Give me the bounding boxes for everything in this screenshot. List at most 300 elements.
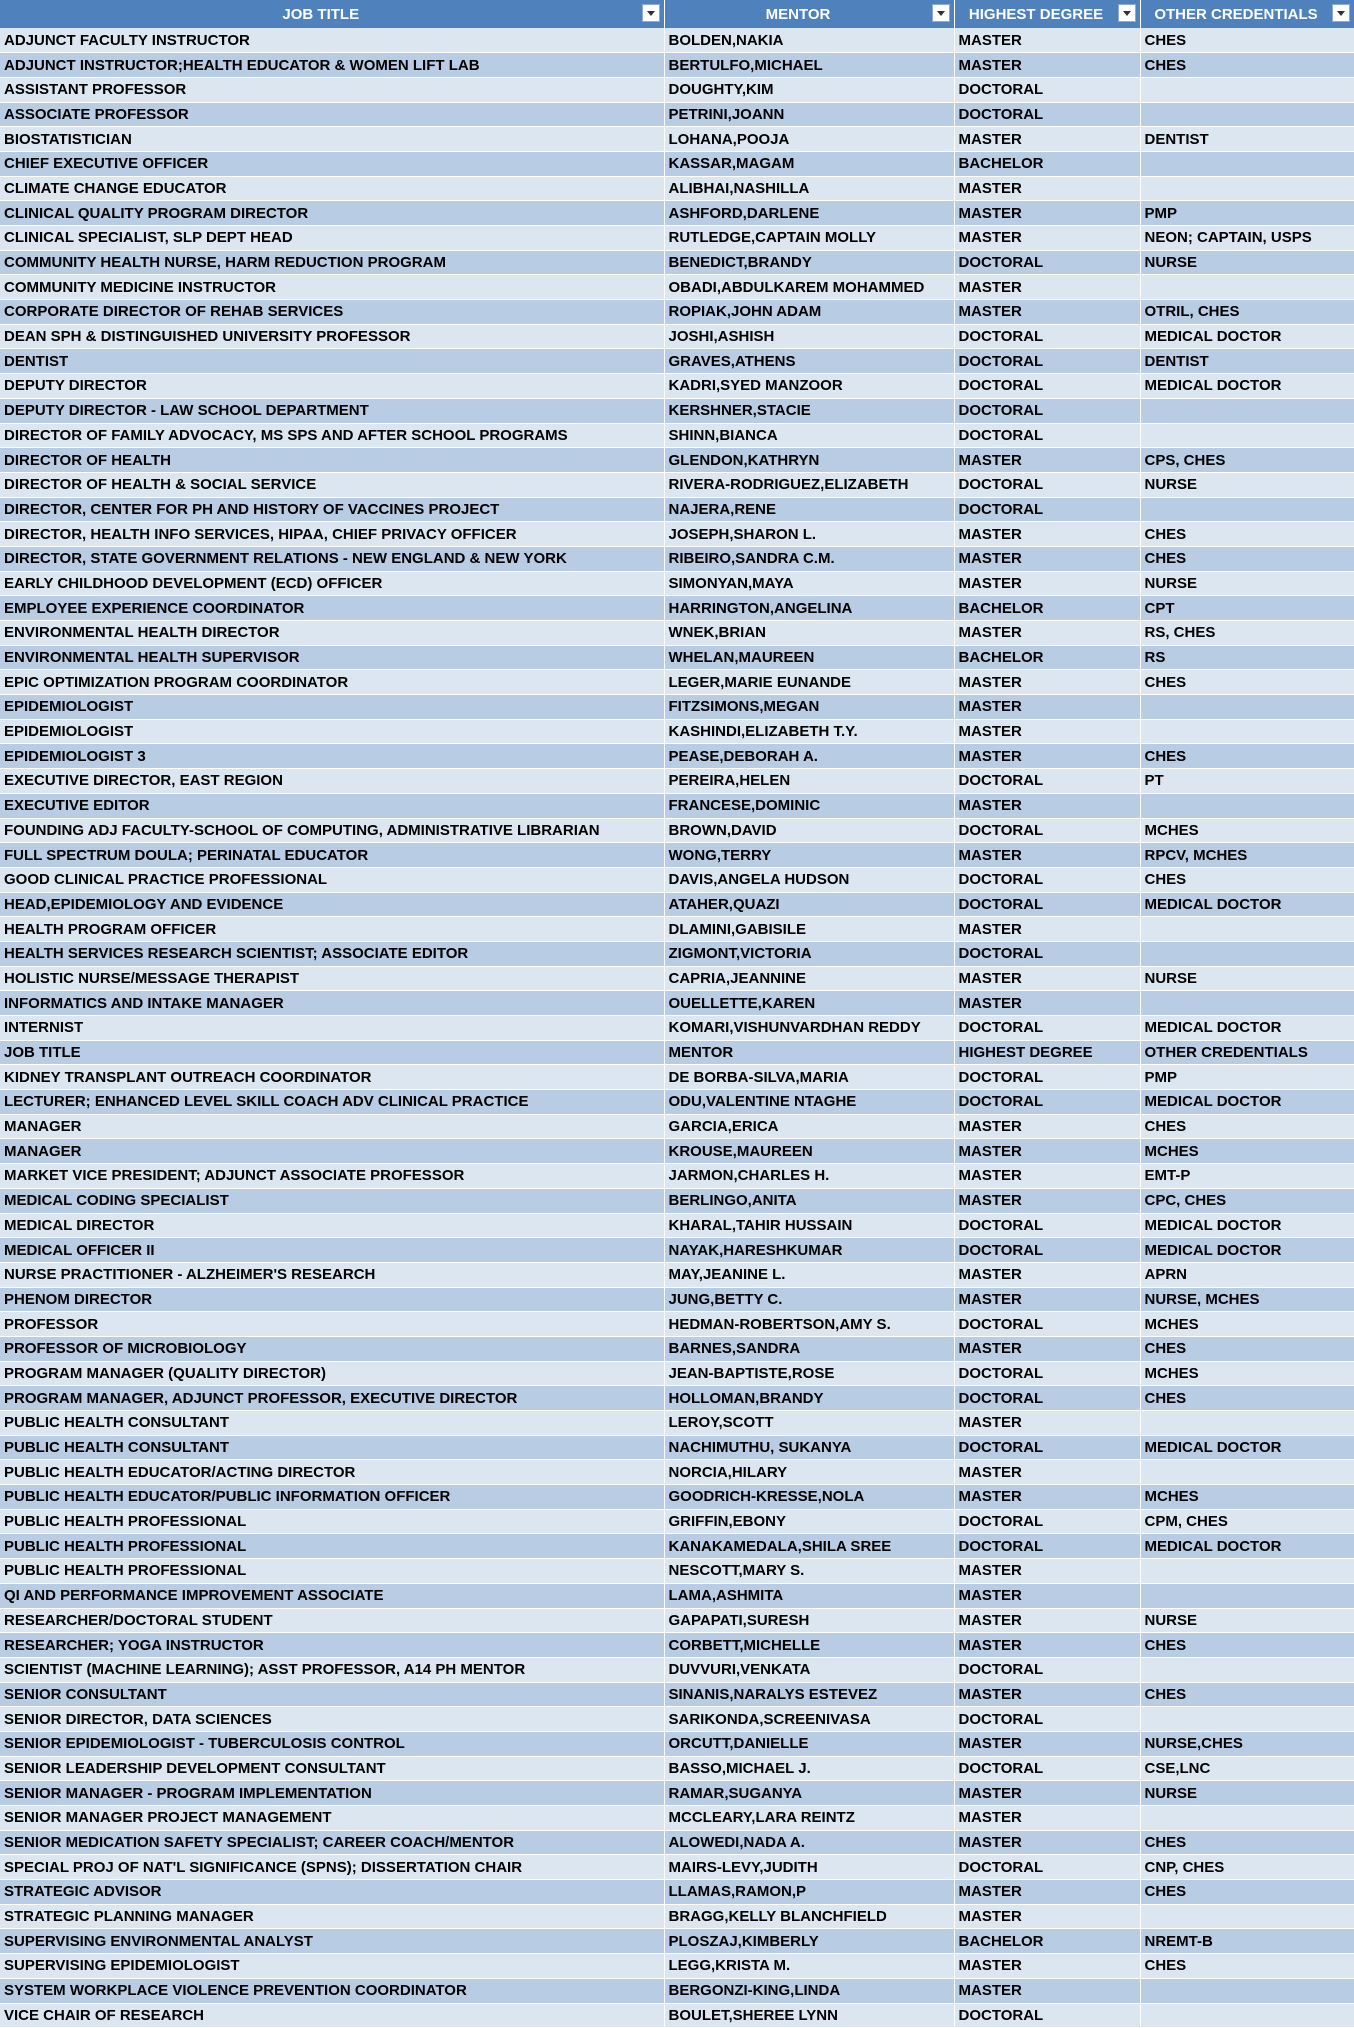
cell-other-credentials[interactable]: MEDICAL DOCTOR (1140, 1090, 1354, 1115)
cell-mentor[interactable]: ROPIAK,JOHN ADAM (664, 300, 954, 325)
cell-job-title[interactable]: SENIOR CONSULTANT (0, 1682, 664, 1707)
cell-job-title[interactable]: ENVIRONMENTAL HEALTH DIRECTOR (0, 621, 664, 646)
cell-highest-degree[interactable]: MASTER (954, 1954, 1140, 1979)
cell-job-title[interactable]: BIOSTATISTICIAN (0, 127, 664, 152)
cell-highest-degree[interactable]: MASTER (954, 571, 1140, 596)
cell-highest-degree[interactable]: MASTER (954, 1559, 1140, 1584)
cell-mentor[interactable]: LOHANA,POOJA (664, 127, 954, 152)
cell-mentor[interactable]: RIVERA-RODRIGUEZ,ELIZABETH (664, 472, 954, 497)
cell-mentor[interactable]: KASHINDI,ELIZABETH T.Y. (664, 719, 954, 744)
cell-mentor[interactable]: KROUSE,MAUREEN (664, 1139, 954, 1164)
cell-other-credentials[interactable]: CHES (1140, 1633, 1354, 1658)
filter-dropdown-button[interactable] (932, 4, 950, 22)
cell-job-title[interactable]: LECTURER; ENHANCED LEVEL SKILL COACH ADV CLINICAL PRACTICE (0, 1090, 664, 1115)
cell-highest-degree[interactable]: BACHELOR (954, 151, 1140, 176)
cell-highest-degree[interactable]: MASTER (954, 991, 1140, 1016)
cell-job-title[interactable]: PROFESSOR OF MICROBIOLOGY (0, 1336, 664, 1361)
cell-job-title[interactable]: EMPLOYEE EXPERIENCE COORDINATOR (0, 596, 664, 621)
cell-other-credentials[interactable]: MEDICAL DOCTOR (1140, 1238, 1354, 1263)
cell-highest-degree[interactable]: MASTER (954, 1583, 1140, 1608)
cell-highest-degree[interactable]: MASTER (954, 28, 1140, 53)
cell-mentor[interactable]: MAY,JEANINE L. (664, 1262, 954, 1287)
cell-highest-degree[interactable]: DOCTORAL (954, 1213, 1140, 1238)
cell-job-title[interactable]: RESEARCHER/DOCTORAL STUDENT (0, 1608, 664, 1633)
cell-job-title[interactable]: DEPUTY DIRECTOR (0, 374, 664, 399)
cell-other-credentials[interactable] (1140, 398, 1354, 423)
cell-highest-degree[interactable]: MASTER (954, 127, 1140, 152)
cell-job-title[interactable]: PROFESSOR (0, 1312, 664, 1337)
cell-other-credentials[interactable]: RS, CHES (1140, 621, 1354, 646)
cell-other-credentials[interactable]: MCHES (1140, 1361, 1354, 1386)
cell-job-title[interactable]: SUPERVISING ENVIRONMENTAL ANALYST (0, 1929, 664, 1954)
cell-other-credentials[interactable]: MEDICAL DOCTOR (1140, 324, 1354, 349)
cell-mentor[interactable]: BERTULFO,MICHAEL (664, 53, 954, 78)
cell-highest-degree[interactable]: BACHELOR (954, 596, 1140, 621)
cell-mentor[interactable]: KANAKAMEDALA,SHILA SREE (664, 1534, 954, 1559)
cell-highest-degree[interactable]: DOCTORAL (954, 1312, 1140, 1337)
filter-dropdown-button[interactable] (1118, 4, 1136, 22)
cell-job-title[interactable]: HEALTH PROGRAM OFFICER (0, 917, 664, 942)
cell-other-credentials[interactable]: NURSE (1140, 1781, 1354, 1806)
cell-highest-degree[interactable]: MASTER (954, 621, 1140, 646)
cell-mentor[interactable]: BERGONZI-KING,LINDA (664, 1978, 954, 2003)
cell-highest-degree[interactable]: DOCTORAL (954, 497, 1140, 522)
cell-mentor[interactable]: PETRINI,JOANN (664, 102, 954, 127)
cell-highest-degree[interactable]: DOCTORAL (954, 374, 1140, 399)
cell-job-title[interactable]: PUBLIC HEALTH PROFESSIONAL (0, 1509, 664, 1534)
cell-other-credentials[interactable] (1140, 719, 1354, 744)
cell-mentor[interactable]: ATAHER,QUAZI (664, 892, 954, 917)
cell-highest-degree[interactable]: MASTER (954, 917, 1140, 942)
cell-job-title[interactable]: SYSTEM WORKPLACE VIOLENCE PREVENTION COORDINATOR (0, 1978, 664, 2003)
cell-mentor[interactable]: DAVIS,ANGELA HUDSON (664, 867, 954, 892)
cell-other-credentials[interactable]: PT (1140, 769, 1354, 794)
cell-other-credentials[interactable]: CHES (1140, 546, 1354, 571)
cell-job-title[interactable]: FULL SPECTRUM DOULA; PERINATAL EDUCATOR (0, 843, 664, 868)
cell-mentor[interactable]: CORBETT,MICHELLE (664, 1633, 954, 1658)
cell-other-credentials[interactable]: OTHER CREDENTIALS (1140, 1040, 1354, 1065)
cell-job-title[interactable]: MANAGER (0, 1139, 664, 1164)
cell-mentor[interactable]: ORCUTT,DANIELLE (664, 1731, 954, 1756)
cell-highest-degree[interactable]: DOCTORAL (954, 1756, 1140, 1781)
cell-other-credentials[interactable]: DENTIST (1140, 349, 1354, 374)
cell-job-title[interactable]: SENIOR DIRECTOR, DATA SCIENCES (0, 1707, 664, 1732)
cell-job-title[interactable]: DENTIST (0, 349, 664, 374)
cell-mentor[interactable]: PEASE,DEBORAH A. (664, 744, 954, 769)
cell-job-title[interactable]: CLINICAL QUALITY PROGRAM DIRECTOR (0, 201, 664, 226)
cell-mentor[interactable]: HEDMAN-ROBERTSON,AMY S. (664, 1312, 954, 1337)
cell-highest-degree[interactable]: DOCTORAL (954, 867, 1140, 892)
cell-highest-degree[interactable]: DOCTORAL (954, 892, 1140, 917)
cell-other-credentials[interactable] (1140, 1978, 1354, 2003)
cell-other-credentials[interactable]: NURSE (1140, 250, 1354, 275)
cell-other-credentials[interactable] (1140, 917, 1354, 942)
cell-highest-degree[interactable]: MASTER (954, 176, 1140, 201)
cell-job-title[interactable]: GOOD CLINICAL PRACTICE PROFESSIONAL (0, 867, 664, 892)
cell-highest-degree[interactable]: MASTER (954, 1806, 1140, 1831)
cell-mentor[interactable]: BASSO,MICHAEL J. (664, 1756, 954, 1781)
cell-mentor[interactable]: NESCOTT,MARY S. (664, 1559, 954, 1584)
cell-mentor[interactable]: KOMARI,VISHUNVARDHAN REDDY (664, 1016, 954, 1041)
cell-highest-degree[interactable]: DOCTORAL (954, 941, 1140, 966)
cell-highest-degree[interactable]: MASTER (954, 275, 1140, 300)
cell-highest-degree[interactable]: BACHELOR (954, 1929, 1140, 1954)
cell-other-credentials[interactable]: CHES (1140, 744, 1354, 769)
cell-highest-degree[interactable]: DOCTORAL (954, 1065, 1140, 1090)
cell-job-title[interactable]: MANAGER (0, 1114, 664, 1139)
cell-job-title[interactable]: COMMUNITY HEALTH NURSE, HARM REDUCTION PROGRAM (0, 250, 664, 275)
cell-mentor[interactable]: PEREIRA,HELEN (664, 769, 954, 794)
cell-other-credentials[interactable]: CPM, CHES (1140, 1509, 1354, 1534)
cell-highest-degree[interactable]: DOCTORAL (954, 1238, 1140, 1263)
cell-job-title[interactable]: MEDICAL DIRECTOR (0, 1213, 664, 1238)
cell-highest-degree[interactable]: DOCTORAL (954, 769, 1140, 794)
cell-other-credentials[interactable]: NEON; CAPTAIN, USPS (1140, 226, 1354, 251)
cell-job-title[interactable]: STRATEGIC ADVISOR (0, 1880, 664, 1905)
cell-mentor[interactable]: ALIBHAI,NASHILLA (664, 176, 954, 201)
cell-job-title[interactable]: DIRECTOR OF FAMILY ADVOCACY, MS SPS AND AFTER SCHOOL PROGRAMS (0, 423, 664, 448)
cell-job-title[interactable]: SENIOR MANAGER - PROGRAM IMPLEMENTATION (0, 1781, 664, 1806)
cell-mentor[interactable]: LEGG,KRISTA M. (664, 1954, 954, 1979)
cell-job-title[interactable]: NURSE PRACTITIONER - ALZHEIMER'S RESEARCH (0, 1262, 664, 1287)
cell-job-title[interactable]: PUBLIC HEALTH PROFESSIONAL (0, 1534, 664, 1559)
cell-other-credentials[interactable]: CHES (1140, 1386, 1354, 1411)
cell-mentor[interactable]: BERLINGO,ANITA (664, 1188, 954, 1213)
cell-highest-degree[interactable]: MASTER (954, 53, 1140, 78)
cell-other-credentials[interactable]: OTRIL, CHES (1140, 300, 1354, 325)
cell-mentor[interactable]: SIMONYAN,MAYA (664, 571, 954, 596)
cell-other-credentials[interactable]: MEDICAL DOCTOR (1140, 374, 1354, 399)
cell-highest-degree[interactable]: BACHELOR (954, 645, 1140, 670)
cell-highest-degree[interactable]: MASTER (954, 448, 1140, 473)
cell-other-credentials[interactable]: DENTIST (1140, 127, 1354, 152)
cell-highest-degree[interactable]: MASTER (954, 1114, 1140, 1139)
cell-job-title[interactable]: SUPERVISING EPIDEMIOLOGIST (0, 1954, 664, 1979)
cell-job-title[interactable]: EPIDEMIOLOGIST 3 (0, 744, 664, 769)
column-header-other-credentials[interactable] (1140, 0, 1354, 28)
cell-highest-degree[interactable]: DOCTORAL (954, 398, 1140, 423)
cell-highest-degree[interactable]: MASTER (954, 695, 1140, 720)
cell-other-credentials[interactable]: CHES (1140, 1954, 1354, 1979)
cell-job-title[interactable]: EXECUTIVE DIRECTOR, EAST REGION (0, 769, 664, 794)
cell-mentor[interactable]: WHELAN,MAUREEN (664, 645, 954, 670)
cell-other-credentials[interactable]: MCHES (1140, 818, 1354, 843)
cell-other-credentials[interactable]: APRN (1140, 1262, 1354, 1287)
cell-other-credentials[interactable]: NURSE (1140, 472, 1354, 497)
cell-highest-degree[interactable]: DOCTORAL (954, 423, 1140, 448)
cell-job-title[interactable]: ADJUNCT FACULTY INSTRUCTOR (0, 28, 664, 53)
cell-mentor[interactable]: GAPAPATI,SURESH (664, 1608, 954, 1633)
cell-mentor[interactable]: KERSHNER,STACIE (664, 398, 954, 423)
cell-highest-degree[interactable]: MASTER (954, 1978, 1140, 2003)
cell-job-title[interactable]: JOB TITLE (0, 1040, 664, 1065)
cell-mentor[interactable]: BENEDICT,BRANDY (664, 250, 954, 275)
cell-other-credentials[interactable]: NURSE, MCHES (1140, 1287, 1354, 1312)
cell-other-credentials[interactable] (1140, 1904, 1354, 1929)
cell-highest-degree[interactable]: MASTER (954, 793, 1140, 818)
cell-other-credentials[interactable]: MEDICAL DOCTOR (1140, 1534, 1354, 1559)
cell-highest-degree[interactable]: DOCTORAL (954, 2003, 1140, 2028)
cell-job-title[interactable]: DIRECTOR OF HEALTH (0, 448, 664, 473)
cell-highest-degree[interactable]: MASTER (954, 1830, 1140, 1855)
cell-highest-degree[interactable]: DOCTORAL (954, 472, 1140, 497)
cell-highest-degree[interactable]: MASTER (954, 522, 1140, 547)
cell-job-title[interactable]: SCIENTIST (MACHINE LEARNING); ASST PROFESSOR, A14 PH MENTOR (0, 1657, 664, 1682)
cell-other-credentials[interactable]: CHES (1140, 1114, 1354, 1139)
cell-highest-degree[interactable]: MASTER (954, 1336, 1140, 1361)
cell-highest-degree[interactable]: MASTER (954, 719, 1140, 744)
cell-highest-degree[interactable]: HIGHEST DEGREE (954, 1040, 1140, 1065)
cell-job-title[interactable]: PUBLIC HEALTH EDUCATOR/ACTING DIRECTOR (0, 1460, 664, 1485)
cell-other-credentials[interactable]: PMP (1140, 201, 1354, 226)
cell-other-credentials[interactable]: PMP (1140, 1065, 1354, 1090)
cell-other-credentials[interactable] (1140, 1657, 1354, 1682)
cell-other-credentials[interactable]: MEDICAL DOCTOR (1140, 1213, 1354, 1238)
cell-mentor[interactable]: ASHFORD,DARLENE (664, 201, 954, 226)
cell-highest-degree[interactable]: MASTER (954, 1608, 1140, 1633)
cell-other-credentials[interactable]: MCHES (1140, 1485, 1354, 1510)
cell-mentor[interactable]: LEROY,SCOTT (664, 1411, 954, 1436)
filter-dropdown-button[interactable] (1332, 4, 1350, 22)
cell-highest-degree[interactable]: MASTER (954, 201, 1140, 226)
cell-mentor[interactable]: KADRI,SYED MANZOOR (664, 374, 954, 399)
cell-highest-degree[interactable]: MASTER (954, 670, 1140, 695)
column-header-job-title[interactable] (0, 0, 664, 28)
cell-highest-degree[interactable]: MASTER (954, 1731, 1140, 1756)
cell-job-title[interactable]: DIRECTOR, CENTER FOR PH AND HISTORY OF VACCINES PROJECT (0, 497, 664, 522)
cell-other-credentials[interactable]: MEDICAL DOCTOR (1140, 1435, 1354, 1460)
cell-highest-degree[interactable]: MASTER (954, 1139, 1140, 1164)
cell-job-title[interactable]: SENIOR LEADERSHIP DEVELOPMENT CONSULTANT (0, 1756, 664, 1781)
cell-mentor[interactable]: OUELLETTE,KAREN (664, 991, 954, 1016)
cell-mentor[interactable]: CAPRIA,JEANNINE (664, 966, 954, 991)
cell-mentor[interactable]: JEAN-BAPTISTE,ROSE (664, 1361, 954, 1386)
cell-mentor[interactable]: OBADI,ABDULKAREM MOHAMMED (664, 275, 954, 300)
cell-other-credentials[interactable]: NURSE (1140, 966, 1354, 991)
cell-other-credentials[interactable] (1140, 1806, 1354, 1831)
cell-mentor[interactable]: MENTOR (664, 1040, 954, 1065)
cell-highest-degree[interactable]: DOCTORAL (954, 1435, 1140, 1460)
cell-highest-degree[interactable]: MASTER (954, 300, 1140, 325)
cell-other-credentials[interactable]: CHES (1140, 867, 1354, 892)
cell-other-credentials[interactable]: NURSE (1140, 1608, 1354, 1633)
cell-mentor[interactable]: RUTLEDGE,CAPTAIN MOLLY (664, 226, 954, 251)
cell-highest-degree[interactable]: MASTER (954, 843, 1140, 868)
cell-other-credentials[interactable]: CSE,LNC (1140, 1756, 1354, 1781)
cell-mentor[interactable]: BRAGG,KELLY BLANCHFIELD (664, 1904, 954, 1929)
cell-mentor[interactable]: PLOSZAJ,KIMBERLY (664, 1929, 954, 1954)
cell-highest-degree[interactable]: MASTER (954, 1411, 1140, 1436)
column-header-mentor[interactable] (664, 0, 954, 28)
cell-mentor[interactable]: DE BORBA-SILVA,MARIA (664, 1065, 954, 1090)
cell-mentor[interactable]: HARRINGTON,ANGELINA (664, 596, 954, 621)
cell-job-title[interactable]: MEDICAL OFFICER II (0, 1238, 664, 1263)
cell-other-credentials[interactable] (1140, 941, 1354, 966)
cell-other-credentials[interactable]: NURSE,CHES (1140, 1731, 1354, 1756)
cell-other-credentials[interactable] (1140, 102, 1354, 127)
cell-mentor[interactable]: NORCIA,HILARY (664, 1460, 954, 1485)
cell-job-title[interactable]: ASSISTANT PROFESSOR (0, 77, 664, 102)
cell-mentor[interactable]: BROWN,DAVID (664, 818, 954, 843)
cell-other-credentials[interactable] (1140, 1707, 1354, 1732)
cell-other-credentials[interactable] (1140, 151, 1354, 176)
cell-job-title[interactable]: HOLISTIC NURSE/MESSAGE THERAPIST (0, 966, 664, 991)
cell-job-title[interactable]: CORPORATE DIRECTOR OF REHAB SERVICES (0, 300, 664, 325)
cell-highest-degree[interactable]: MASTER (954, 1781, 1140, 1806)
cell-highest-degree[interactable]: MASTER (954, 1287, 1140, 1312)
cell-other-credentials[interactable]: CNP, CHES (1140, 1855, 1354, 1880)
cell-job-title[interactable]: HEAD,EPIDEMIOLOGY AND EVIDENCE (0, 892, 664, 917)
cell-other-credentials[interactable] (1140, 176, 1354, 201)
cell-other-credentials[interactable]: CHES (1140, 1830, 1354, 1855)
column-header-highest-degree[interactable] (954, 0, 1140, 28)
cell-other-credentials[interactable]: CPC, CHES (1140, 1188, 1354, 1213)
cell-mentor[interactable]: ZIGMONT,VICTORIA (664, 941, 954, 966)
cell-highest-degree[interactable]: MASTER (954, 1188, 1140, 1213)
cell-mentor[interactable]: JARMON,CHARLES H. (664, 1164, 954, 1189)
cell-highest-degree[interactable]: MASTER (954, 744, 1140, 769)
cell-job-title[interactable]: SENIOR MANAGER PROJECT MANAGEMENT (0, 1806, 664, 1831)
cell-highest-degree[interactable]: DOCTORAL (954, 818, 1140, 843)
cell-job-title[interactable]: DIRECTOR, STATE GOVERNMENT RELATIONS - NEW ENGLAND & NEW YORK (0, 546, 664, 571)
cell-mentor[interactable]: MAIRS-LEVY,JUDITH (664, 1855, 954, 1880)
cell-job-title[interactable]: INFORMATICS AND INTAKE MANAGER (0, 991, 664, 1016)
cell-other-credentials[interactable]: RPCV, MCHES (1140, 843, 1354, 868)
cell-mentor[interactable]: JOSEPH,SHARON L. (664, 522, 954, 547)
cell-other-credentials[interactable]: MEDICAL DOCTOR (1140, 1016, 1354, 1041)
cell-job-title[interactable]: SPECIAL PROJ OF NAT'L SIGNIFICANCE (SPNS); DISSERTATION CHAIR (0, 1855, 664, 1880)
cell-job-title[interactable]: PUBLIC HEALTH CONSULTANT (0, 1411, 664, 1436)
cell-other-credentials[interactable]: CHES (1140, 1682, 1354, 1707)
cell-highest-degree[interactable]: MASTER (954, 1682, 1140, 1707)
cell-job-title[interactable]: EPIC OPTIMIZATION PROGRAM COORDINATOR (0, 670, 664, 695)
cell-mentor[interactable]: NAJERA,RENE (664, 497, 954, 522)
cell-highest-degree[interactable]: DOCTORAL (954, 1090, 1140, 1115)
cell-job-title[interactable]: ADJUNCT INSTRUCTOR;HEALTH EDUCATOR & WOMEN LIFT LAB (0, 53, 664, 78)
cell-job-title[interactable]: EPIDEMIOLOGIST (0, 719, 664, 744)
cell-highest-degree[interactable]: DOCTORAL (954, 77, 1140, 102)
cell-highest-degree[interactable]: DOCTORAL (954, 1016, 1140, 1041)
cell-other-credentials[interactable]: CPS, CHES (1140, 448, 1354, 473)
cell-job-title[interactable]: DIRECTOR, HEALTH INFO SERVICES, HIPAA, CHIEF PRIVACY OFFICER (0, 522, 664, 547)
cell-mentor[interactable]: ODU,VALENTINE NTAGHE (664, 1090, 954, 1115)
filter-dropdown-button[interactable] (642, 4, 660, 22)
cell-job-title[interactable]: CLIMATE CHANGE EDUCATOR (0, 176, 664, 201)
cell-other-credentials[interactable] (1140, 1583, 1354, 1608)
cell-job-title[interactable]: COMMUNITY MEDICINE INSTRUCTOR (0, 275, 664, 300)
cell-job-title[interactable]: EXECUTIVE EDITOR (0, 793, 664, 818)
cell-job-title[interactable]: EPIDEMIOLOGIST (0, 695, 664, 720)
cell-job-title[interactable]: SENIOR EPIDEMIOLOGIST - TUBERCULOSIS CONTROL (0, 1731, 664, 1756)
cell-mentor[interactable]: GRIFFIN,EBONY (664, 1509, 954, 1534)
cell-job-title[interactable]: DEAN SPH & DISTINGUISHED UNIVERSITY PROFESSOR (0, 324, 664, 349)
cell-mentor[interactable]: WONG,TERRY (664, 843, 954, 868)
cell-job-title[interactable]: PHENOM DIRECTOR (0, 1287, 664, 1312)
cell-other-credentials[interactable]: CPT (1140, 596, 1354, 621)
cell-job-title[interactable]: PUBLIC HEALTH EDUCATOR/PUBLIC INFORMATION OFFICER (0, 1485, 664, 1510)
cell-job-title[interactable]: CLINICAL SPECIALIST, SLP DEPT HEAD (0, 226, 664, 251)
cell-highest-degree[interactable]: MASTER (954, 1485, 1140, 1510)
cell-mentor[interactable]: JUNG,BETTY C. (664, 1287, 954, 1312)
cell-highest-degree[interactable]: MASTER (954, 1460, 1140, 1485)
cell-other-credentials[interactable] (1140, 1559, 1354, 1584)
cell-highest-degree[interactable]: DOCTORAL (954, 324, 1140, 349)
cell-highest-degree[interactable]: MASTER (954, 1880, 1140, 1905)
cell-job-title[interactable]: MARKET VICE PRESIDENT; ADJUNCT ASSOCIATE PROFESSOR (0, 1164, 664, 1189)
cell-other-credentials[interactable]: MCHES (1140, 1139, 1354, 1164)
cell-other-credentials[interactable] (1140, 2003, 1354, 2028)
cell-highest-degree[interactable]: DOCTORAL (954, 1509, 1140, 1534)
cell-mentor[interactable]: WNEK,BRIAN (664, 621, 954, 646)
cell-highest-degree[interactable]: DOCTORAL (954, 1707, 1140, 1732)
cell-other-credentials[interactable]: CHES (1140, 1336, 1354, 1361)
cell-other-credentials[interactable]: CHES (1140, 670, 1354, 695)
cell-mentor[interactable]: SINANIS,NARALYS ESTEVEZ (664, 1682, 954, 1707)
cell-job-title[interactable]: KIDNEY TRANSPLANT OUTREACH COORDINATOR (0, 1065, 664, 1090)
cell-mentor[interactable]: LEGER,MARIE EUNANDE (664, 670, 954, 695)
cell-mentor[interactable]: GOODRICH-KRESSE,NOLA (664, 1485, 954, 1510)
cell-other-credentials[interactable]: NURSE (1140, 571, 1354, 596)
cell-mentor[interactable]: KASSAR,MAGAM (664, 151, 954, 176)
cell-mentor[interactable]: GLENDON,KATHRYN (664, 448, 954, 473)
cell-mentor[interactable]: GRAVES,ATHENS (664, 349, 954, 374)
cell-job-title[interactable]: MEDICAL CODING SPECIALIST (0, 1188, 664, 1213)
cell-mentor[interactable]: DLAMINI,GABISILE (664, 917, 954, 942)
cell-highest-degree[interactable]: MASTER (954, 546, 1140, 571)
cell-job-title[interactable]: PUBLIC HEALTH CONSULTANT (0, 1435, 664, 1460)
cell-mentor[interactable]: NAYAK,HARESHKUMAR (664, 1238, 954, 1263)
cell-job-title[interactable]: DIRECTOR OF HEALTH & SOCIAL SERVICE (0, 472, 664, 497)
cell-job-title[interactable]: INTERNIST (0, 1016, 664, 1041)
cell-job-title[interactable]: DEPUTY DIRECTOR - LAW SCHOOL DEPARTMENT (0, 398, 664, 423)
cell-job-title[interactable]: HEALTH SERVICES RESEARCH SCIENTIST; ASSOCIATE EDITOR (0, 941, 664, 966)
cell-highest-degree[interactable]: MASTER (954, 1904, 1140, 1929)
cell-mentor[interactable]: ALOWEDI,NADA A. (664, 1830, 954, 1855)
cell-job-title[interactable]: ASSOCIATE PROFESSOR (0, 102, 664, 127)
cell-job-title[interactable]: RESEARCHER; YOGA INSTRUCTOR (0, 1633, 664, 1658)
cell-mentor[interactable]: GARCIA,ERICA (664, 1114, 954, 1139)
cell-mentor[interactable]: SHINN,BIANCA (664, 423, 954, 448)
cell-highest-degree[interactable]: DOCTORAL (954, 102, 1140, 127)
cell-mentor[interactable]: KHARAL,TAHIR HUSSAIN (664, 1213, 954, 1238)
cell-other-credentials[interactable] (1140, 991, 1354, 1016)
cell-other-credentials[interactable]: EMT-P (1140, 1164, 1354, 1189)
cell-highest-degree[interactable]: DOCTORAL (954, 1361, 1140, 1386)
cell-other-credentials[interactable]: MEDICAL DOCTOR (1140, 892, 1354, 917)
cell-highest-degree[interactable]: MASTER (954, 966, 1140, 991)
cell-job-title[interactable]: ENVIRONMENTAL HEALTH SUPERVISOR (0, 645, 664, 670)
cell-mentor[interactable]: FITZSIMONS,MEGAN (664, 695, 954, 720)
cell-mentor[interactable]: DOUGHTY,KIM (664, 77, 954, 102)
cell-mentor[interactable]: HOLLOMAN,BRANDY (664, 1386, 954, 1411)
cell-other-credentials[interactable] (1140, 497, 1354, 522)
cell-highest-degree[interactable]: MASTER (954, 1262, 1140, 1287)
cell-mentor[interactable]: BOULET,SHEREE LYNN (664, 2003, 954, 2028)
cell-job-title[interactable]: PUBLIC HEALTH PROFESSIONAL (0, 1559, 664, 1584)
cell-other-credentials[interactable] (1140, 793, 1354, 818)
cell-other-credentials[interactable]: MCHES (1140, 1312, 1354, 1337)
cell-job-title[interactable]: PROGRAM MANAGER, ADJUNCT PROFESSOR, EXECUTIVE DIRECTOR (0, 1386, 664, 1411)
cell-job-title[interactable]: EARLY CHILDHOOD DEVELOPMENT (ECD) OFFICER (0, 571, 664, 596)
cell-mentor[interactable]: NACHIMUTHU, SUKANYA (664, 1435, 954, 1460)
cell-other-credentials[interactable]: CHES (1140, 522, 1354, 547)
cell-other-credentials[interactable]: CHES (1140, 28, 1354, 53)
cell-mentor[interactable]: BOLDEN,NAKIA (664, 28, 954, 53)
cell-highest-degree[interactable]: DOCTORAL (954, 349, 1140, 374)
cell-job-title[interactable]: STRATEGIC PLANNING MANAGER (0, 1904, 664, 1929)
cell-job-title[interactable]: PROGRAM MANAGER (QUALITY DIRECTOR) (0, 1361, 664, 1386)
cell-other-credentials[interactable] (1140, 275, 1354, 300)
